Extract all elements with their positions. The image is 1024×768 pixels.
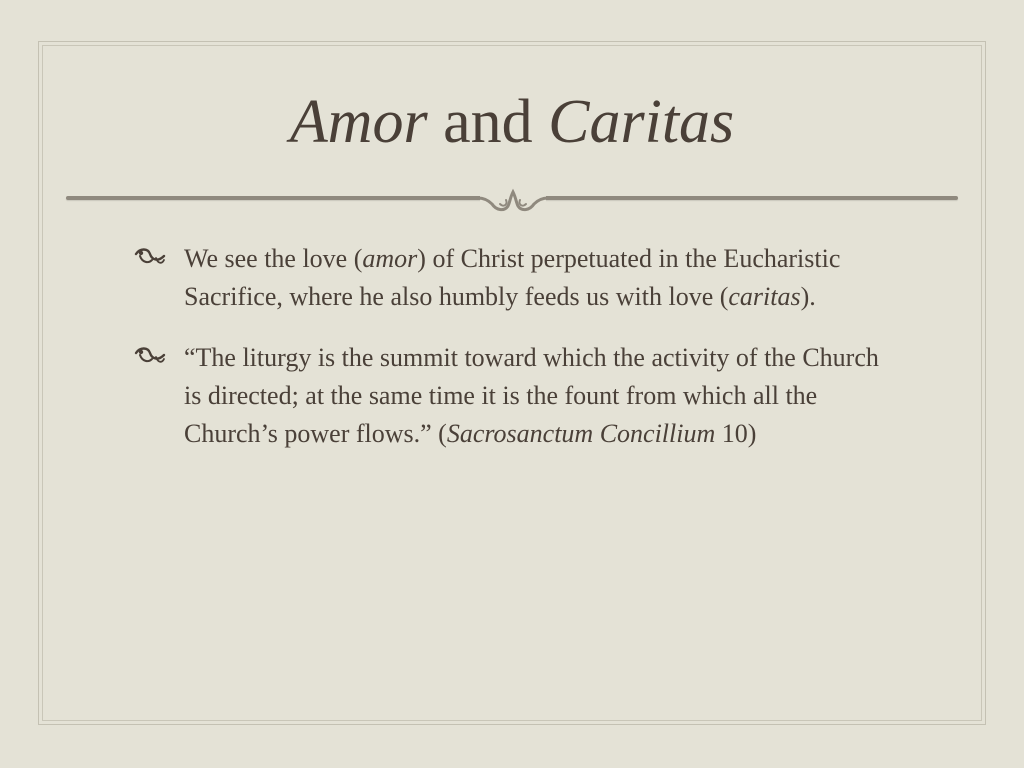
bullet-2-quote: “The liturgy is the summit toward which the activity of the Church is directed; at the same time it is the fount from which all the Church’s power flows.” (: [184, 343, 879, 448]
bullet-text: [184, 343, 879, 448]
divider-ornament-icon: [474, 186, 552, 220]
bullet-1-text-a: We see the love (: [184, 244, 363, 273]
title-caritas: Caritas: [548, 88, 735, 156]
bullet-item: [134, 339, 894, 453]
title-amor: Amor: [289, 88, 428, 156]
fleuron-icon: [134, 244, 166, 272]
bullet-text: [184, 244, 840, 311]
bullet-list: [134, 240, 894, 476]
bullet-1-text-c: ).: [800, 282, 816, 311]
bullet-1-caritas: caritas: [728, 282, 801, 311]
title-and: and: [427, 88, 549, 156]
slide-title: [0, 82, 1024, 162]
bullet-2-citation: Sacrosanctum Concillium: [446, 419, 716, 448]
bullet-item: [134, 240, 894, 316]
bullet-2-citation-number: 10): [715, 419, 757, 448]
bullet-1-text-b: ) of Christ perpetuated in the Eucharistic Sacrifice, where he also humbly feeds us with love (: [184, 244, 841, 311]
bullet-1-amor: amor: [362, 244, 418, 273]
fleuron-icon: [134, 343, 166, 371]
